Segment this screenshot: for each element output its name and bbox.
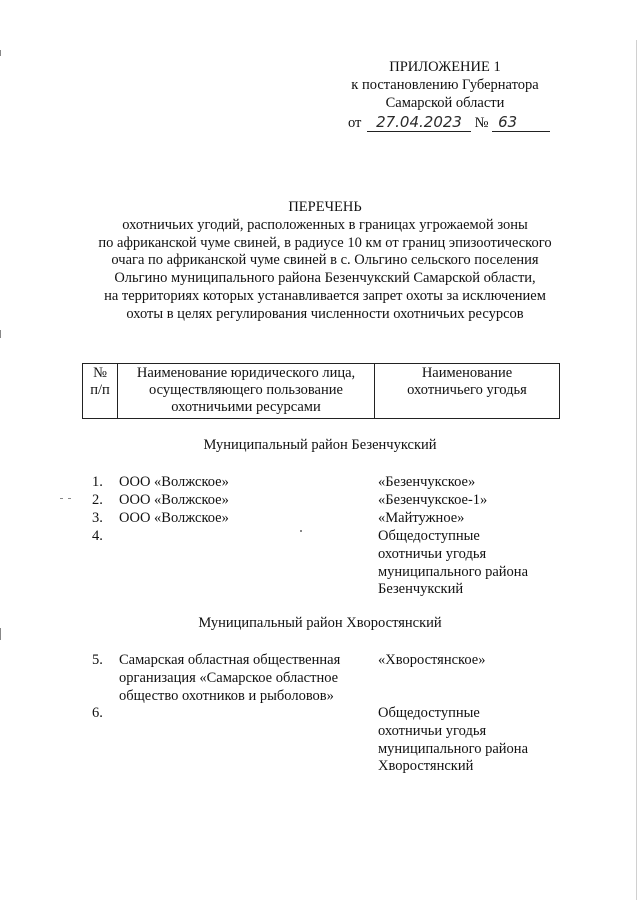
scan-mark [0, 50, 1, 56]
ground-line: охотничьи угодья [378, 722, 487, 739]
title-heading: ПЕРЕЧЕНЬ [288, 199, 362, 215]
header-text: № [93, 365, 107, 381]
appendix-title: ПРИЛОЖЕНИЕ 1 [389, 59, 501, 75]
header-cell-entity [118, 364, 375, 419]
handwritten-number: 63 [492, 113, 550, 132]
appendix-block [340, 58, 550, 112]
row-number: 2. [92, 492, 103, 508]
header-text: охотничьего угодья [407, 382, 527, 398]
scan-mark [0, 628, 1, 640]
title-line: охотничьих угодий, расположенных в границах угрожаемой зоны [122, 216, 528, 233]
document-title [60, 199, 590, 324]
row-number: 1. [92, 474, 103, 490]
ground-line: муниципального района [378, 740, 528, 757]
number-symbol: № [474, 115, 489, 131]
ground-line: Общедоступные [378, 705, 480, 721]
scan-mark [0, 330, 1, 338]
header-text: Наименование [421, 365, 513, 381]
row-ground: «Безенчукское» [378, 474, 476, 490]
title-line: охоты в целях регулирования численности охотничьих ресурсов [126, 305, 524, 322]
title-line: очага по африканской чуме свиней в с. Ольгино сельского поселения [111, 252, 539, 269]
scan-mark [300, 530, 302, 532]
row-entity: ООО «Волжское» [119, 474, 229, 490]
row-entity: ООО «Волжское» [119, 492, 229, 508]
ground-line: Общедоступные [378, 528, 480, 544]
ground-line: охотничьи угодья [378, 545, 487, 562]
section-title: Муниципальный район Хворостянский [198, 615, 442, 631]
header-text: п/п [90, 382, 110, 398]
title-line: Ольгино муниципального района Безенчукский Самарской области, [114, 270, 536, 287]
row-ground [378, 705, 528, 776]
title-line: на территориях которых устанавливается запрет охоты за исключением [104, 287, 546, 304]
header-cell-ground [375, 364, 560, 419]
appendix-reference-line [348, 113, 550, 132]
entity-line: Самарская областная общественная [119, 652, 341, 668]
scan-edge [636, 40, 637, 900]
header-text: Наименование юридического лица, [136, 365, 356, 381]
entity-line: организация «Самарское областное [119, 669, 339, 686]
table-header [82, 363, 560, 419]
header-text: охотничьими ресурсами [171, 399, 321, 415]
row-ground: «Хворостянское» [378, 652, 486, 668]
row-ground: «Безенчукское-1» [378, 492, 488, 508]
appendix-line-1: к постановлению Губернатора [351, 77, 539, 93]
row-number: 3. [92, 510, 103, 526]
ground-line: Хворостянский [378, 758, 474, 775]
row-number: 5. [92, 652, 103, 668]
row-number: 6. [92, 705, 103, 721]
row-ground [378, 528, 528, 599]
ground-line: муниципального района [378, 563, 528, 580]
section-title: Муниципальный район Безенчукский [203, 437, 437, 453]
header-text: осуществляющего пользование [149, 382, 343, 398]
row-ground: «Майтужное» [378, 510, 465, 526]
handwritten-date: 27.04.2023 [367, 113, 471, 132]
entity-line: общество охотников и рыболовов» [119, 687, 334, 704]
header-cell-number [83, 364, 118, 419]
title-line: по африканской чуме свиней, в радиусе 10 км от границ эпизоотического [98, 234, 552, 251]
scan-mark [60, 498, 63, 499]
row-entity: ООО «Волжское» [119, 510, 229, 526]
appendix-line-2: Самарской области [385, 95, 505, 111]
ground-line: Безенчукский [378, 581, 464, 598]
scan-mark [68, 498, 71, 499]
row-number: 4. [92, 528, 103, 544]
row-entity [119, 652, 340, 705]
ref-prefix: от [348, 115, 362, 131]
